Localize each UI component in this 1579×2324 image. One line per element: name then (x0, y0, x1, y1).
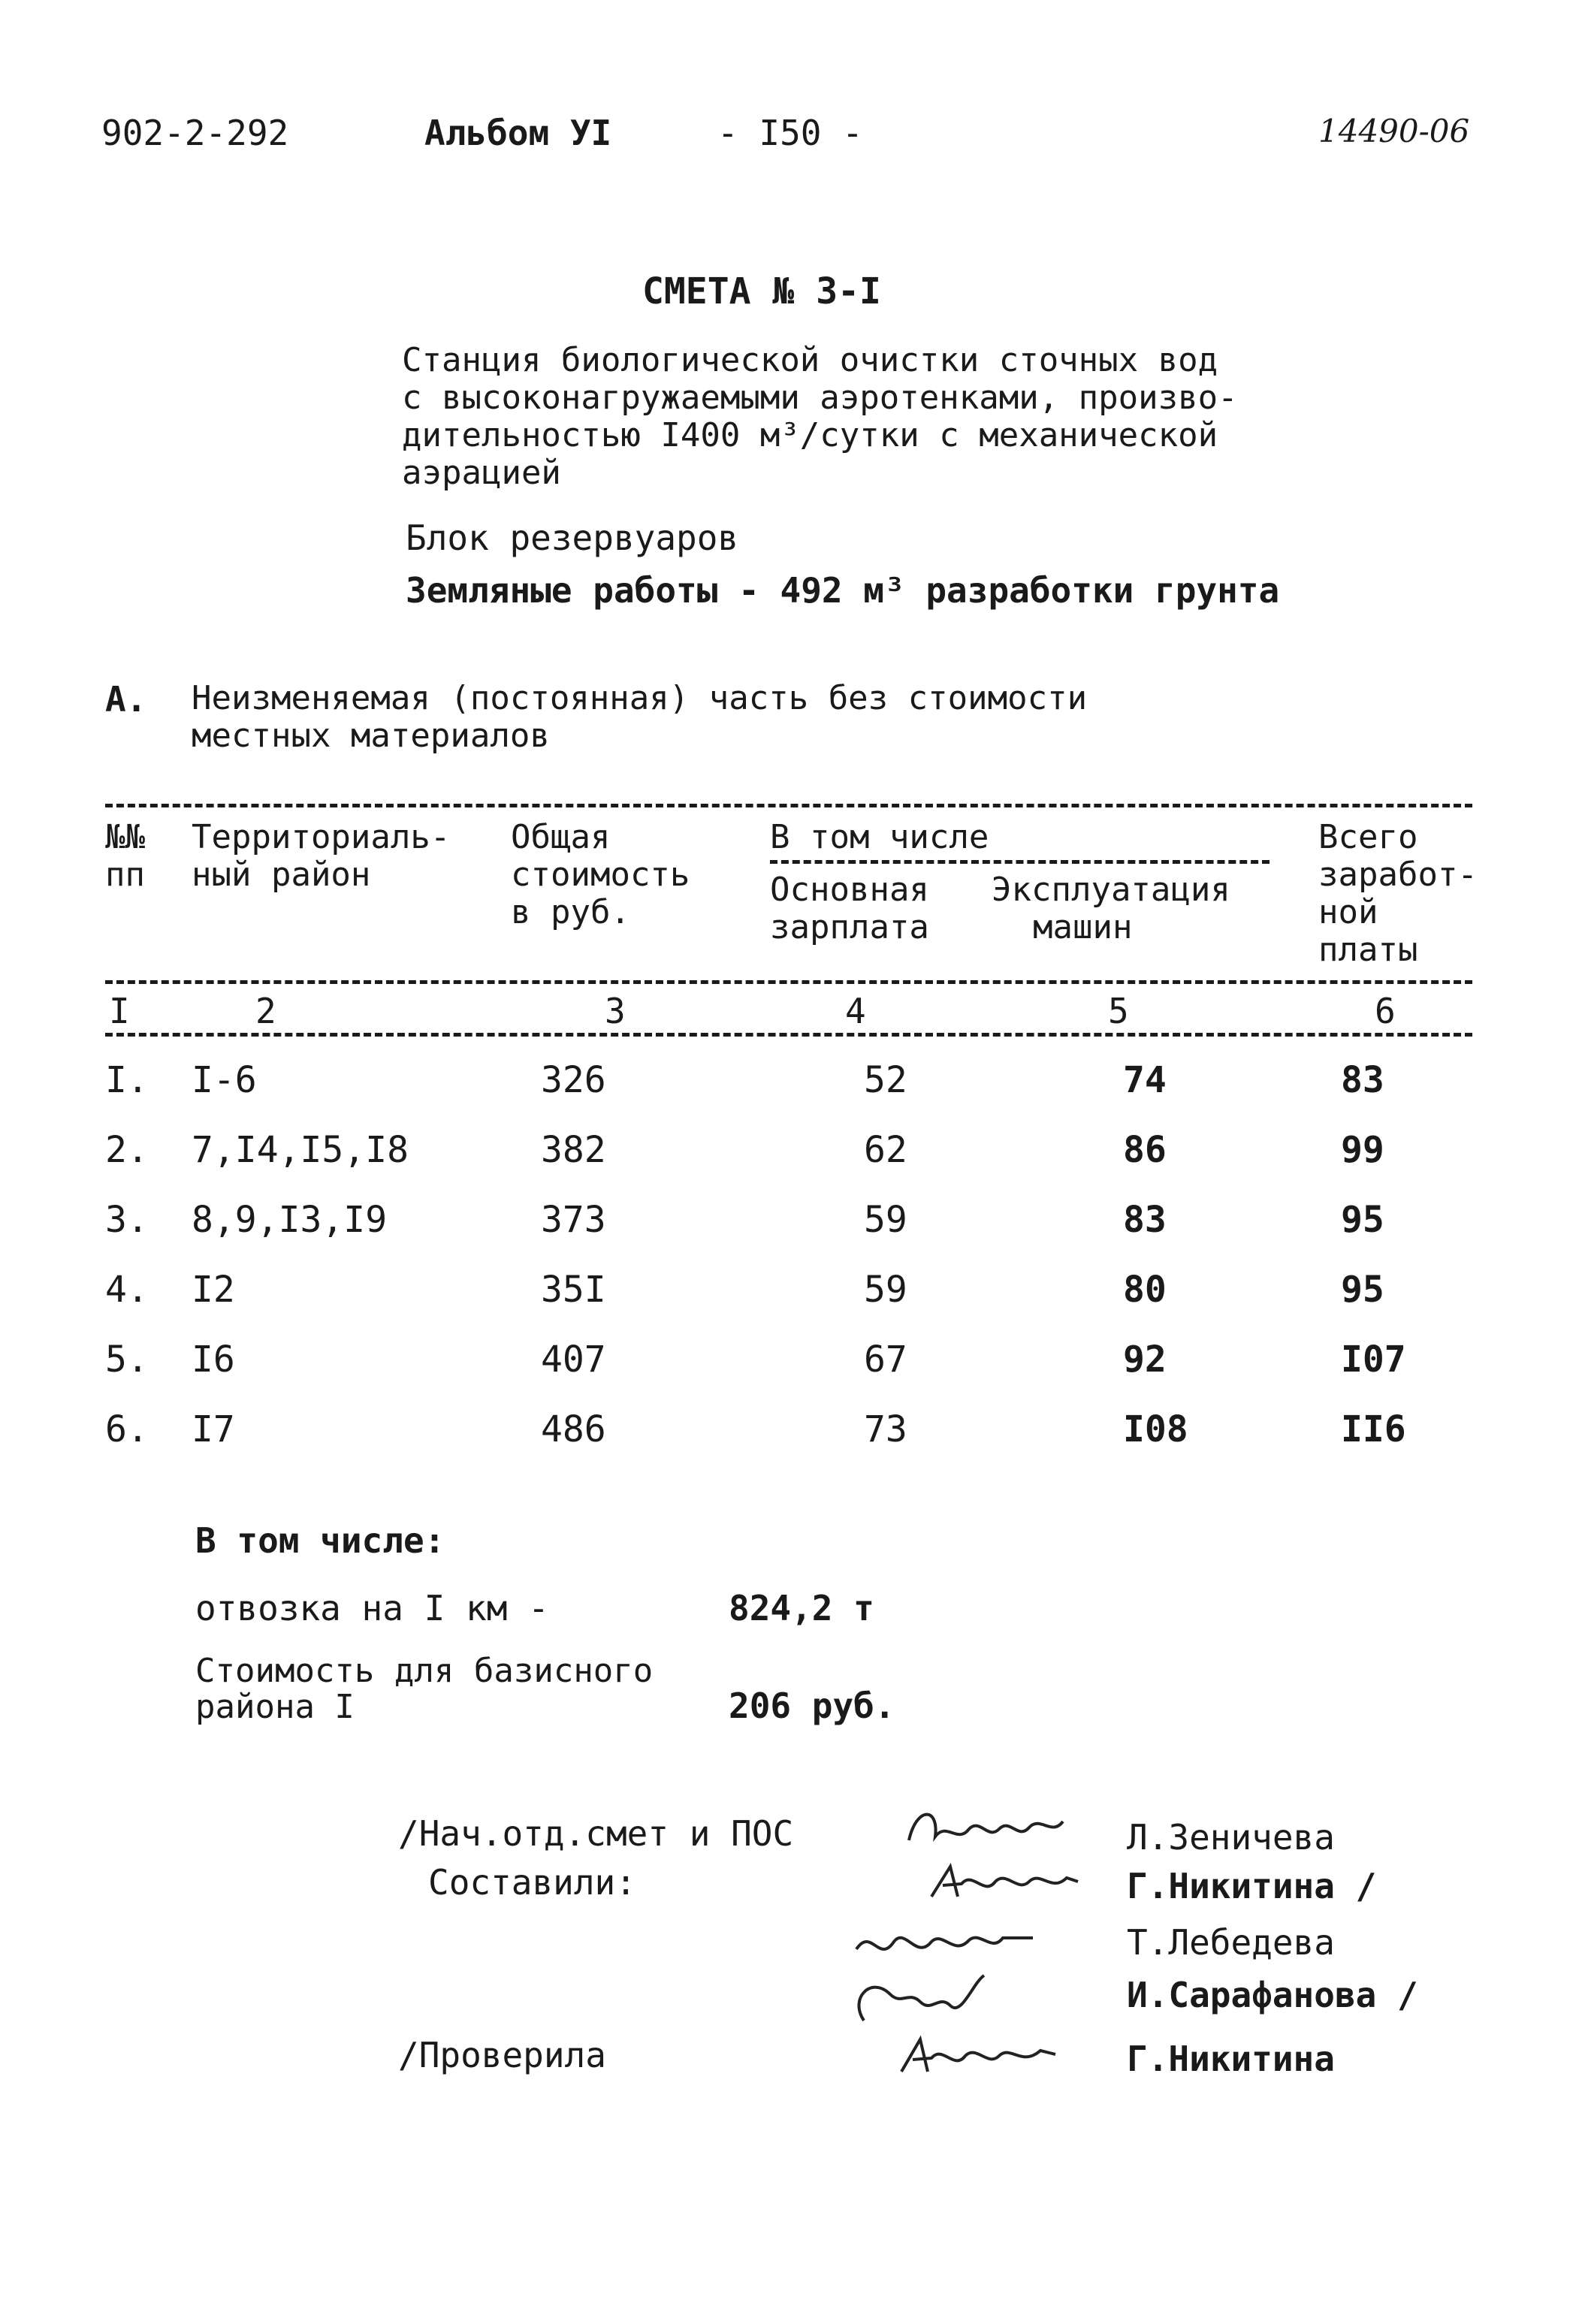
col-num-header-1: №№ (105, 818, 145, 856)
row-total: 373 (541, 1199, 606, 1241)
block-name: Блок резервуаров (406, 518, 739, 558)
archive-number: 14490-06 (1318, 113, 1470, 149)
row-wages: 67 (864, 1339, 907, 1381)
row-wages: 62 (864, 1129, 907, 1171)
compiled-label: Составили: (428, 1862, 636, 1903)
col-total-wages-header-2: заработ- (1318, 856, 1478, 894)
row-district: 7,I4,I5,I8 (192, 1129, 409, 1171)
row-machines: I08 (1123, 1408, 1188, 1450)
col-district-header-1: Территориаль- (192, 818, 451, 856)
row-total-wages: 83 (1341, 1059, 1384, 1101)
row-total: 382 (541, 1129, 606, 1171)
row-total-wages: 95 (1341, 1269, 1384, 1311)
base-cost-value: 206 руб. (729, 1686, 895, 1726)
row-district: 8,9,I3,I9 (192, 1199, 388, 1241)
row-district: I6 (192, 1339, 235, 1381)
row-num: I. (105, 1059, 149, 1101)
col-number-1: I (109, 991, 130, 1031)
checked-label: /Проверила (398, 2035, 606, 2075)
col-number-6: 6 (1375, 991, 1396, 1031)
description-line-1: Станция биологической очистки сточных вод (402, 341, 1218, 379)
col-number-4: 4 (845, 991, 866, 1031)
signature-3 (849, 1919, 1044, 1975)
signer-name-3: Т.Лебедева (1127, 1922, 1335, 1963)
col-total-wages-header-1: Всего (1318, 818, 1418, 856)
including-label: В том числе: (195, 1520, 445, 1561)
row-machines: 86 (1123, 1129, 1167, 1171)
row-district: I-6 (192, 1059, 257, 1101)
base-cost-label-1: Стоимость для базисного (195, 1652, 654, 1690)
row-total-wages: 99 (1341, 1129, 1384, 1171)
page-number: - I50 - (717, 113, 863, 153)
col-machines-header-1: Эксплуатация (992, 871, 1230, 909)
signature-1 (901, 1799, 1074, 1862)
row-total-wages: 95 (1341, 1199, 1384, 1241)
row-machines: 74 (1123, 1059, 1167, 1101)
row-machines: 83 (1123, 1199, 1167, 1241)
col-total-header-2: стоимость (511, 856, 690, 894)
section-a-line-1: Неизменяемая (постоянная) часть без стоимости (192, 679, 1088, 717)
col-wages-header-1: Основная (770, 871, 929, 909)
project-code: 902-2-292 (101, 113, 289, 153)
col-number-2: 2 (255, 991, 276, 1031)
transport-value: 824,2 т (729, 1588, 874, 1628)
row-total: 407 (541, 1339, 606, 1381)
col-number-3: 3 (605, 991, 626, 1031)
row-total: 326 (541, 1059, 606, 1101)
signature-2 (924, 1855, 1089, 1911)
row-machines: 92 (1123, 1339, 1167, 1381)
col-machines-header-2: машин (1033, 908, 1133, 946)
table-top-rule (105, 804, 1472, 807)
signer-name-2: Г.Никитина / (1127, 1866, 1377, 1906)
col-wages-header-2: зарплата (770, 908, 929, 946)
row-total: 486 (541, 1408, 606, 1450)
album-label: Альбом УI (424, 113, 612, 153)
row-wages: 73 (864, 1408, 907, 1450)
row-wages: 59 (864, 1199, 907, 1241)
row-district: I2 (192, 1269, 235, 1311)
col-total-header-3: в руб. (511, 893, 630, 931)
col-num-header-2: пп (105, 856, 145, 894)
row-machines: 80 (1123, 1269, 1167, 1311)
description-line-3: дительностью I400 м³/сутки с механической (402, 416, 1218, 454)
including-rule (770, 860, 1270, 864)
signer-name-4: И.Сарафанова / (1127, 1975, 1418, 2015)
col-total-wages-header-3: ной (1318, 893, 1378, 931)
signer-name-5: Г.Никитина (1127, 2039, 1335, 2079)
section-a-label: А. (105, 679, 147, 720)
work-line: Земляные работы - 492 м³ разработки грунта (406, 570, 1280, 611)
row-district: I7 (192, 1408, 235, 1450)
description-line-2: с высоконагружаемыми аэротенками, произво- (402, 379, 1238, 417)
signature-5 (894, 2028, 1067, 2084)
section-a-line-2: местных материалов (192, 717, 550, 755)
row-total-wages: II6 (1341, 1408, 1406, 1450)
row-num: 6. (105, 1408, 149, 1450)
description-line-4: аэрацией (402, 454, 561, 492)
row-num: 4. (105, 1269, 149, 1311)
col-district-header-2: ный район (192, 856, 371, 894)
row-total: 35I (541, 1269, 606, 1311)
row-total-wages: I07 (1341, 1339, 1406, 1381)
row-wages: 52 (864, 1059, 907, 1101)
col-total-header-1: Общая (511, 818, 611, 856)
header-bottom-rule (105, 980, 1472, 984)
col-number-5: 5 (1108, 991, 1129, 1031)
head-label: /Нач.отд.смет и ПОС (398, 1813, 794, 1854)
row-wages: 59 (864, 1269, 907, 1311)
estimate-title: СМЕТА № 3-I (642, 270, 881, 312)
transport-label: отвозка на I км - (195, 1588, 549, 1628)
including-header: В том числе (770, 818, 989, 856)
row-num: 5. (105, 1339, 149, 1381)
row-num: 3. (105, 1199, 149, 1241)
row-num: 2. (105, 1129, 149, 1171)
column-numbers-rule (105, 1033, 1472, 1037)
signer-name-1: Л.Зеничева (1127, 1817, 1335, 1858)
base-cost-label-2: района I (195, 1688, 355, 1726)
col-total-wages-header-4: платы (1318, 931, 1418, 969)
